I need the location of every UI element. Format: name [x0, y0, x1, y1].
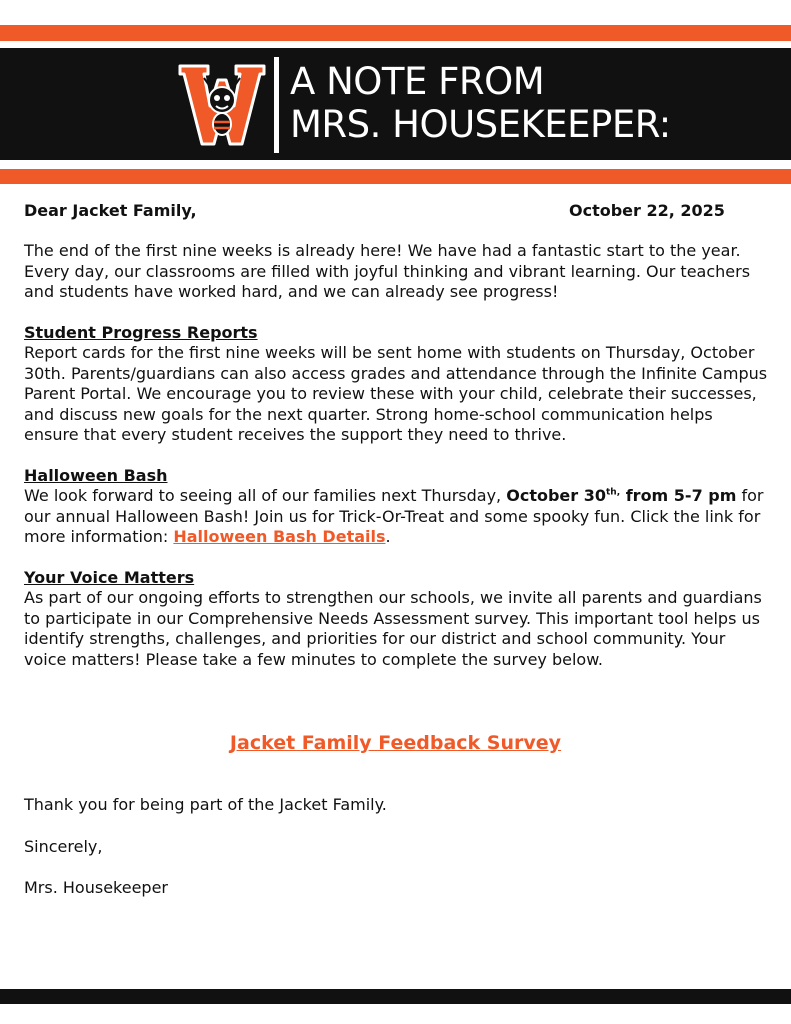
halloween-text-mid: for our annual Halloween Bash! Join us for Trick-Or-Treat and some spooky fun. Click the link for more information: [24, 486, 764, 546]
letter-date: October 22, 2025 [569, 201, 725, 220]
greeting-row [24, 201, 772, 223]
signature: Mrs. Housekeeper [24, 878, 168, 897]
greeting: Dear Jacket Family, [24, 201, 197, 220]
intro-paragraph: The end of the first nine weeks is already here! We have had a fantastic start to the year. Every day, our classrooms are filled with joyful thinking and vibrant learning. Our teachers and students have worked hard, and we can already see progress! [24, 241, 751, 301]
letter-body [24, 201, 772, 670]
survey-link-wrapper [0, 732, 791, 754]
halloween-text-end: . [385, 527, 391, 546]
halloween-date-suffix: th, [606, 487, 621, 498]
thanks-line: Thank you for being part of the Jacket Family. [24, 795, 387, 814]
halloween-date: October 30 [506, 486, 606, 505]
halloween-text-start: We look forward to seeing all of our families next Thursday, [24, 486, 507, 505]
voice-paragraph: As part of our ongoing efforts to strengthen our schools, we invite all parents and guardians to participate in our Comprehensive Needs Assessment survey. This important tool helps us identify strengths, challenges, and priorities for our district and school community. Your voice matters! Please take a few minutes to complete the survey below. [24, 588, 762, 669]
bottom-black-stripe [0, 989, 791, 1004]
voice-heading: Your Voice Matters [24, 567, 195, 587]
page-title [290, 60, 671, 146]
middle-orange-stripe [0, 169, 791, 184]
yellow-jacket-w-logo-icon [178, 60, 266, 148]
halloween-heading: Halloween Bash [24, 465, 168, 485]
progress-paragraph: Report cards for the first nine weeks will be sent home with students on Thursday, October 30th. Parents/guardians can also access grades and attendance through the Infinite Campus Parent Portal. We encourage you to review these with your child, celebrate their successes, and discuss new goals for the next quarter. Strong home-school communication helps ensure that every student receives the support they need to thrive. [24, 343, 768, 444]
halloween-time: from 5-7 pm [620, 486, 737, 505]
halloween-details-link[interactable]: Halloween Bash Details [173, 527, 386, 546]
top-orange-stripe [0, 25, 791, 41]
progress-heading: Student Progress Reports [24, 322, 258, 342]
title-line-2: MRS. HOUSEKEEPER: [290, 103, 671, 146]
title-line-1: A NOTE FROM [290, 60, 545, 103]
feedback-survey-link[interactable]: Jacket Family Feedback Survey [229, 732, 562, 754]
header-divider [274, 57, 279, 153]
sincerely-line: Sincerely, [24, 837, 103, 856]
halloween-paragraph [24, 486, 772, 548]
